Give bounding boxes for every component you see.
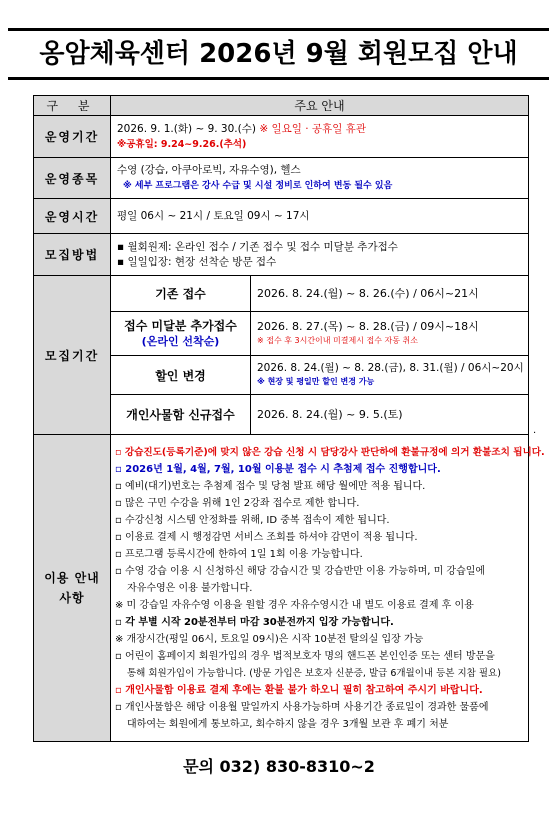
row-hours: [34, 199, 529, 234]
recruit-name-2-sub: (온라인 선착순): [141, 334, 220, 348]
usage-line-7: ▫ 프로그램 등록시간에 한하여 1일 1회 이용 가능합니다.: [115, 548, 363, 560]
recruit-name-1: 기존 접수: [111, 276, 251, 312]
label-recruit: 모집기간: [34, 276, 111, 435]
table-header: [34, 96, 529, 116]
label-period: 운영기간: [34, 116, 111, 158]
usage-line-4: ▫ 많은 구민 수강을 위해 1인 2강좌 접수로 제한 합니다.: [115, 497, 360, 509]
method-daily: 일일입장: 현장 선착순 방문 접수: [127, 255, 277, 268]
recruit-row-1: [34, 276, 529, 312]
recruit-text-3: [251, 356, 529, 395]
row-items: [34, 158, 529, 199]
period-content: [111, 116, 529, 158]
usage-line-2: ▫ 2026년 1월, 4월, 7월, 10월 이용분 접수 시 추첨제 접수 진행합니다.: [115, 463, 441, 475]
usage-line-14: 통해 회원가입이 가능합니다. (방문 가입은 보호자 신분증, 발급 6개월이내 등본 지참 필요): [127, 667, 501, 679]
hours-content: 평일 06시 ~ 21시 / 토요일 09시 ~ 17시: [111, 199, 529, 234]
row-period: [34, 116, 529, 158]
period-closed-note: ※ 일요일 · 공휴일 휴관: [259, 122, 366, 135]
recruit-note-3: ※ 현장 및 평일만 할인 변경 가능: [257, 377, 375, 386]
page-title: 옹암체육센터 2026년 9월 회원모집 안내: [8, 28, 549, 80]
usage-line-12: ※ 개장시간(평일 06시, 토요일 09시)은 시작 10분전 탈의실 입장 가능: [115, 633, 424, 645]
usage-line-16: ▫ 개인사물함은 해당 이용월 말일까지 사용가능하며 사용기간 종료일이 경과한 물품에: [115, 701, 489, 713]
recruit-text-2: [251, 312, 529, 356]
header-main: 주요 안내: [111, 96, 529, 116]
recruit-text-3-main: 2026. 8. 24.(월) ~ 8. 28.(금), 8. 31.(월) / 06시~20시: [257, 362, 524, 374]
label-usage: [34, 435, 111, 742]
usage-line-10: ※ 미 강습일 자유수영 이용을 원할 경우 자유수영시간 내 별도 이용료 결제 후 이용: [115, 599, 474, 611]
label-usage-1: 이용 안내: [44, 571, 100, 585]
usage-line-11: ▫ 각 부별 시작 20분전부터 마감 30분전까지 입장 가능합니다.: [115, 616, 394, 628]
usage-line-1: ▫ 강습진도(등록기준)에 맞지 않은 강습 신청 시 담당강사 판단하에 환불규정에 의거 환불조치 됩니다.: [115, 446, 545, 458]
items-content: [111, 158, 529, 199]
recruit-text-4: 2026. 8. 24.(월) ~ 9. 5.(토): [251, 395, 529, 435]
row-method: [34, 234, 529, 276]
recruit-text-2-main: 2026. 8. 27.(목) ~ 8. 28.(금) / 09시~18시: [257, 319, 479, 333]
usage-line-5: ▫ 수강신청 시스템 안정화를 위해, ID 중복 접속이 제한 됩니다.: [115, 514, 390, 526]
period-dates: 2026. 9. 1.(화) ~ 9. 30.(수): [117, 122, 256, 135]
method-content: ▪ 월회원제: 온라인 접수 / 기존 접수 및 접수 미달분 추가접수 ▪ 일일입장: 현장 선착순 방문 접수: [111, 234, 529, 276]
contact-footer: 문의 032) 830-8310~2: [183, 757, 375, 776]
stray-dot: .: [533, 425, 537, 436]
usage-line-3: ▫ 예비(대기)번호는 추첨제 접수 및 당첨 발표 해당 월에만 적용 됩니다.: [115, 480, 426, 492]
usage-line-8: ▫ 수영 강습 이용 시 신청하신 해당 강습시간 및 강습반만 이용 가능하며, 미 강습일에: [115, 565, 486, 577]
usage-line-9: 자유수영은 이용 불가합니다.: [127, 582, 253, 594]
recruit-name-2-main: 접수 미달분 추가접수: [124, 318, 237, 333]
row-usage: [34, 435, 529, 742]
recruit-name-3: 할인 변경: [111, 356, 251, 395]
label-items: 운영종목: [34, 158, 111, 199]
recruit-name-4: 개인사물함 신규접수: [111, 395, 251, 435]
label-method: 모집방법: [34, 234, 111, 276]
label-usage-2: 사항: [59, 591, 85, 605]
usage-line-17: 대하여는 회원에게 통보하고, 회수하지 않을 경우 3개월 보관 후 폐기 처분: [127, 718, 449, 730]
recruit-note-2: ※ 접수 후 3시간이내 미결제시 접수 자동 취소: [257, 335, 418, 345]
recruit-name-2: [111, 312, 251, 356]
info-table: [33, 95, 545, 742]
recruit-text-1: 2026. 8. 24.(월) ~ 8. 26.(수) / 06시~21시: [251, 276, 529, 312]
period-holiday: ※공휴일: 9.24~9.26.(추석): [117, 138, 247, 150]
usage-line-6: ▫ 이용료 결제 시 행정감면 서비스 조회를 하셔야 감면이 적용 됩니다.: [115, 531, 418, 543]
usage-line-15: ▫ 개인사물함 이용료 결제 후에는 환불 불가 하오니 필히 참고하여 주시기 바랍니다.: [115, 684, 483, 696]
items-note: ※ 세부 프로그램은 강사 수급 및 시설 정비로 인하여 변동 될수 있음: [123, 181, 393, 191]
method-monthly: 월회원제: 온라인 접수 / 기존 접수 및 접수 미달분 추가접수: [127, 240, 398, 253]
usage-content: [111, 435, 545, 742]
items-list: 수영 (강습, 아쿠아로빅, 자유수영), 헬스: [117, 164, 301, 176]
usage-line-13: ▫ 어린이 홈페이지 회원가입의 경우 법적보호자 명의 핸드폰 본인인증 또는 센터 방문을: [115, 650, 495, 662]
header-category: 구 분: [34, 96, 111, 116]
label-hours: 운영시간: [34, 199, 111, 234]
